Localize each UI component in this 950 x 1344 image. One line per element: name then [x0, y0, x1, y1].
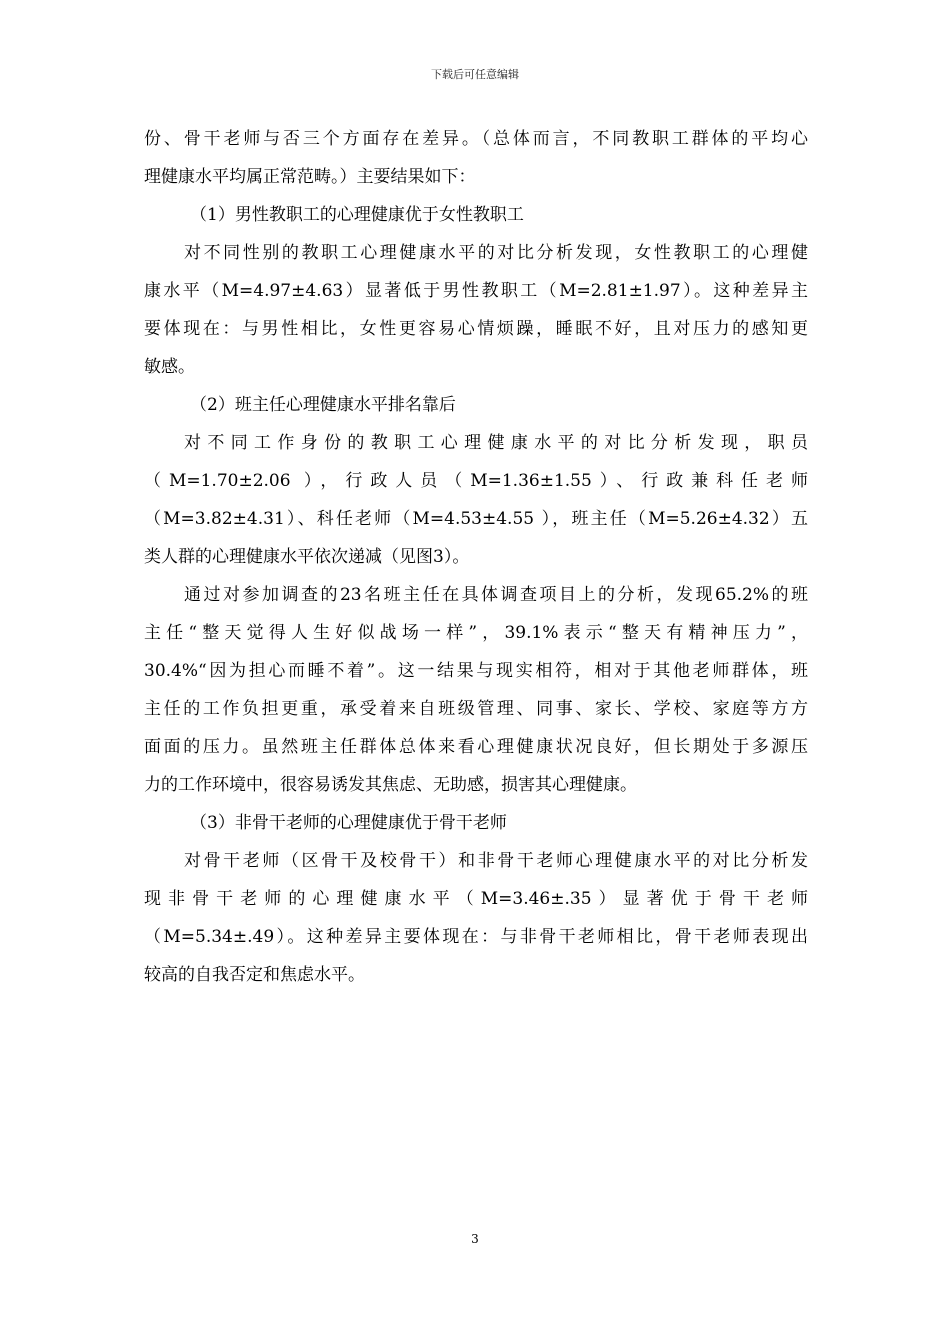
text-line: （M=3.82±4.31）、科任老师（M=4.53±4.55 ），班主任（M=5.26±4.32）五	[144, 509, 808, 529]
section-heading: （2）班主任心理健康水平排名靠后	[190, 395, 456, 415]
text-line: 份、骨干老师与否三个方面存在差异。（总体而言，不同教职工群体的平均心	[144, 129, 808, 149]
text-line: 力的工作环境中，很容易诱发其焦虑、无助感，损害其心理健康。	[144, 775, 637, 795]
text-line: 30.4%“因为担心而睡不着”。这一结果与现实相符，相对于其他老师群体，班	[144, 661, 808, 681]
paragraph	[144, 842, 808, 994]
text-line: 敏感。	[144, 357, 195, 377]
text-line: 对不同性别的教职工心理健康水平的对比分析发现，女性教职工的心理健	[184, 243, 808, 263]
text-line: 主任“整天觉得人生好似战场一样”，39.1%表示“整天有精神压力”，	[144, 623, 808, 643]
text-line: 康水平（M=4.97±4.63）显著低于男性教职工（M=2.81±1.97）。这种差异主	[144, 281, 808, 301]
document-body	[144, 120, 808, 994]
section-heading: （3）非骨干老师的心理健康优于骨干老师	[190, 813, 507, 833]
text-line: 对不同工作身份的教职工心理健康水平的对比分析发现，职员	[184, 433, 808, 453]
text-line: 类人群的心理健康水平依次递减（见图3）。	[144, 547, 470, 567]
text-line: 要体现在：与男性相比，女性更容易心情烦躁，睡眠不好，且对压力的感知更	[144, 319, 808, 339]
text-line: （M=1.70±2.06 ），行政人员（M=1.36±1.55）、行政兼科任老师	[144, 471, 808, 491]
text-line: 面面的压力。虽然班主任群体总体来看心理健康状况良好，但长期处于多源压	[144, 737, 808, 757]
paragraph	[144, 120, 808, 196]
paragraph	[144, 424, 808, 576]
page-header: 下载后可任意编辑	[431, 68, 519, 81]
page-number: 3	[471, 1232, 479, 1246]
text-line: 对骨干老师（区骨干及校骨干）和非骨干老师心理健康水平的对比分析发	[184, 851, 808, 871]
text-line: 理健康水平均属正常范畴。）主要结果如下：	[144, 167, 476, 187]
paragraph	[144, 234, 808, 386]
text-line: 通过对参加调查的23名班主任在具体调查项目上的分析，发现65.2%的班	[184, 585, 808, 605]
paragraph	[144, 576, 808, 804]
section-heading: （1）男性教职工的心理健康优于女性教职工	[190, 205, 524, 225]
text-line: （M=5.34±.49）。这种差异主要体现在：与非骨干老师相比，骨干老师表现出	[144, 927, 808, 947]
text-line: 主任的工作负担更重，承受着来自班级管理、同事、家长、学校、家庭等方方	[144, 699, 808, 719]
text-line: 现非骨干老师的心理健康水平（M=3.46±.35）显著优于骨干老师	[144, 889, 808, 909]
text-line: 较高的自我否定和焦虑水平。	[144, 965, 365, 985]
